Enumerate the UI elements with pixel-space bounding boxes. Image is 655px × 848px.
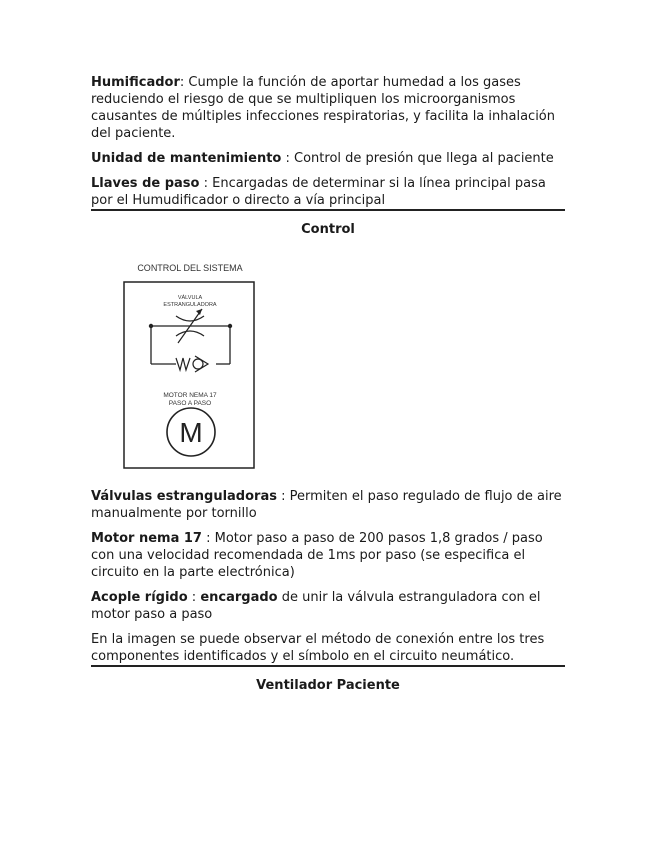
valve-label-1: VÁLVULA [177, 295, 203, 301]
section-components [91, 74, 565, 238]
check-valve-icon [151, 326, 230, 372]
divider [91, 665, 565, 667]
term-acople: Acople rígido [91, 590, 188, 605]
paragraph-llaves [91, 175, 565, 209]
paragraph-unidad [91, 150, 565, 167]
desc-valvulas: : Permiten el paso regulado de flujo de aire manualmente por tornillo [91, 489, 562, 521]
paragraph-motor [91, 530, 565, 581]
desc-llaves: : Encargadas de determinar si la línea principal pasa por el Humudificador o directo a vía principal [91, 176, 546, 208]
motor-label-1: MOTOR NEMA 17 [163, 392, 217, 399]
desc-motor: : Motor paso a paso de 200 pasos 1,8 grados / paso con una velocidad recomendada de 1ms por paso (se especifica el circuito en la parte electrónica) [91, 531, 543, 580]
paragraph-valvulas [91, 488, 565, 522]
term-motor: Motor nema 17 [91, 531, 202, 546]
diagram-title: CONTROL DEL SISTEMA [137, 263, 243, 273]
divider [91, 209, 565, 211]
term-encargado: encargado [200, 590, 278, 605]
paragraph-humificador: Humificador: Cumple la función de aportar humedad a los gases reduciendo el riesgo de que se multipliquen los microorganismos causantes de múltiples infecciones respiratorias, y facilita la inhalación del paciente. [91, 75, 555, 141]
term-humificador: Humificador [91, 75, 180, 90]
term-unidad: Unidad de mantenimiento [91, 151, 282, 166]
paragraph-conexion: En la imagen se puede observar el método de conexión entre los tres componentes identificados y el símbolo en el circuito neumático. [91, 632, 545, 664]
desc-humificador: Cumple la función de aportar humedad a los gases reduciendo el riesgo de que se multipliquen los microorganismos causantes de múltiples infecciones respiratorias, y facilita la inhalación del paciente. [91, 75, 555, 141]
term-llaves: Llaves de paso [91, 176, 200, 191]
valve-label-2: ESTRANGULADORA [163, 302, 217, 308]
motor-label-2: PASO A PASO [168, 400, 212, 407]
heading-control: Control [301, 222, 355, 237]
term-valvulas: Válvulas estranguladoras [91, 489, 277, 504]
section-control-components [91, 488, 565, 694]
motor-icon [167, 408, 215, 456]
desc-acople: de unir la válvula estranguladora con el motor paso a paso [91, 590, 541, 622]
throttle-valve-icon [149, 309, 232, 343]
paragraph-acople: Acople rígido : encargado de unir la válvula estranguladora con el motor paso a paso [91, 590, 541, 622]
heading-ventilador: Ventilador Paciente [256, 678, 400, 693]
desc-unidad: : Control de presión que llega al paciente [281, 151, 554, 166]
control-system-diagram [118, 258, 258, 470]
motor-symbol: M [179, 417, 203, 448]
